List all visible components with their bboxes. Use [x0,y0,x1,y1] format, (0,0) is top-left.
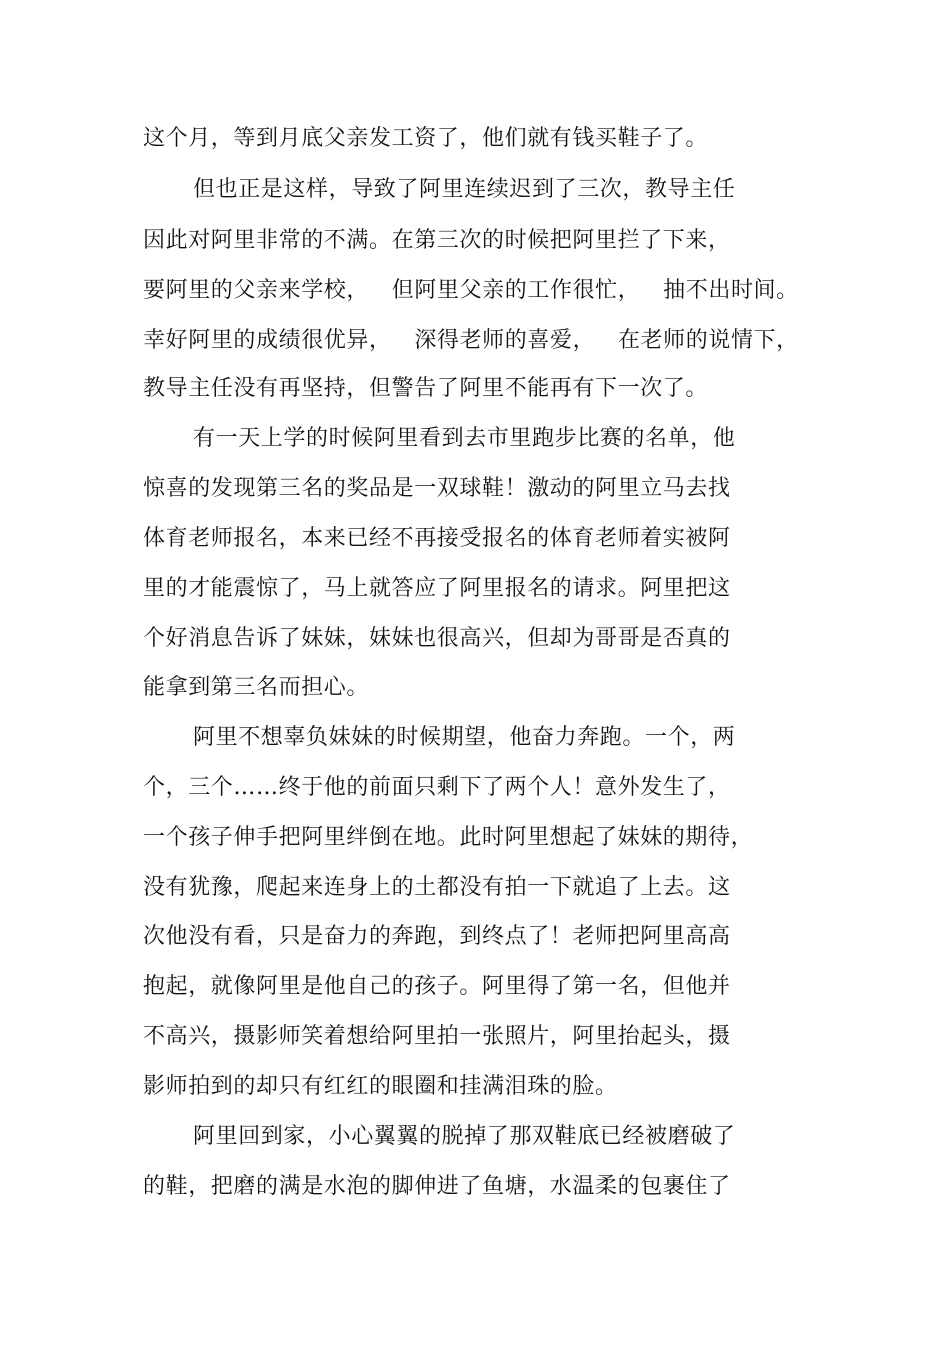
paragraph-first-line: 阿里不想辜负妹妹的时候期望，他奋力奔跑。一个，两 [193,725,736,750]
text-line: 没有犹豫，爬起来连身上的土都没有拍一下就追了上去。这 [143,875,731,900]
text-line: 个好消息告诉了妹妹，妹妹也很高兴，但却为哥哥是否真的 [143,626,731,651]
text-line: 要阿里的父亲来学校， 但阿里父亲的工作很忙， 抽不出时间。 [143,278,799,303]
paragraph-first-line: 但也正是这样，导致了阿里连续迟到了三次，教导主任 [193,177,736,202]
text-line: 影师拍到的却只有红红的眼圈和挂满泪珠的脸。 [143,1074,618,1099]
text-line: 次他没有看，只是奋力的奔跑，到终点了！老师把阿里高高 [143,924,731,949]
text-line: 一个孩子伸手把阿里绊倒在地。此时阿里想起了妹妹的期待， [143,825,754,850]
text-line: 这个月，等到月底父亲发工资了，他们就有钱买鞋子了。 [143,126,709,151]
text-line: 惊喜的发现第三名的奖品是一双球鞋！激动的阿里立马去找 [143,476,731,501]
text-line: 的鞋，把磨的满是水泡的脚伸进了鱼塘，水温柔的包裹住了 [143,1174,731,1199]
text-line: 里的才能震惊了，马上就答应了阿里报名的请求。阿里把这 [143,576,731,601]
text-line: 能拿到第三名而担心。 [143,675,370,700]
text-line: 幸好阿里的成绩很优异， 深得老师的喜爱， 在老师的说情下， [143,328,799,353]
text-line: 教导主任没有再坚持，但警告了阿里不能再有下一次了。 [143,376,709,401]
paragraph-first-line: 阿里回到家，小心翼翼的脱掉了那双鞋底已经被磨破了 [193,1124,736,1149]
text-line: 不高兴，摄影师笑着想给阿里拍一张照片，阿里抬起头，摄 [143,1024,731,1049]
text-line: 因此对阿里非常的不满。在第三次的时候把阿里拦了下来， [143,228,731,253]
text-line: 抱起，就像阿里是他自己的孩子。阿里得了第一名，但他并 [143,974,731,999]
text-line: 个，三个……终于他的前面只剩下了两个人！意外发生了， [143,775,731,800]
text-line: 体育老师报名，本来已经不再接受报名的体育老师着实被阿 [143,526,731,551]
paragraph-first-line: 有一天上学的时候阿里看到去市里跑步比赛的名单，他 [193,426,736,451]
